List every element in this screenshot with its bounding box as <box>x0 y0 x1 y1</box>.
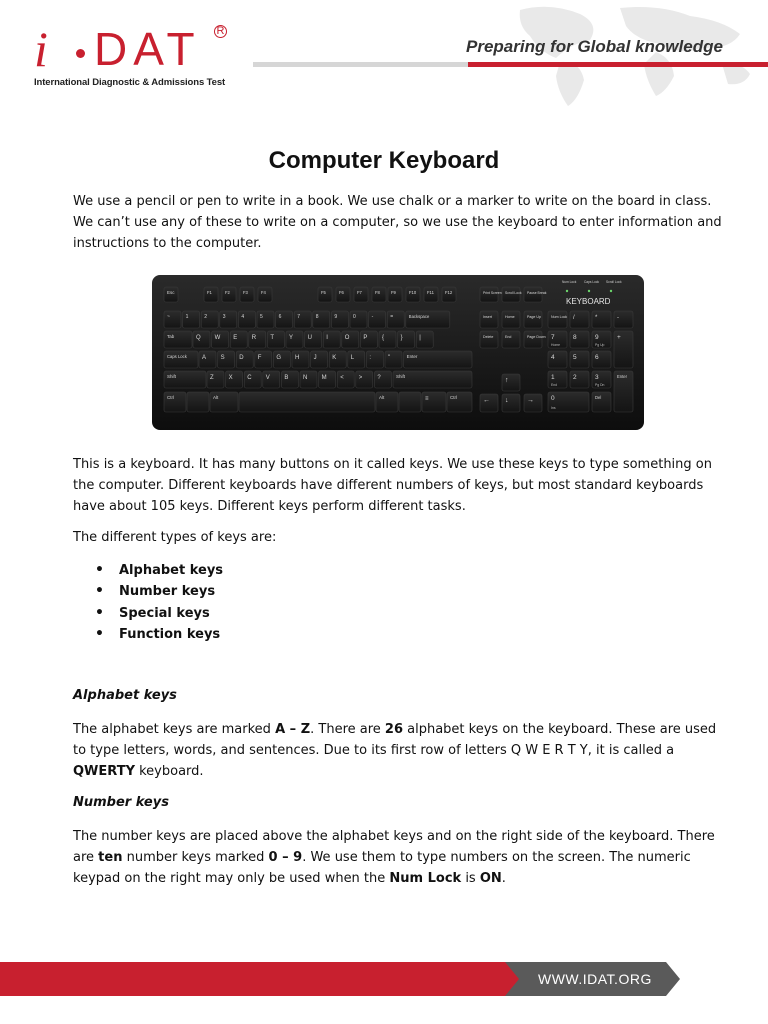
key-label: + <box>617 334 621 341</box>
bold-run: ten <box>98 850 123 865</box>
idat-logo <box>30 22 230 92</box>
key-label: = <box>390 314 394 320</box>
key-label: J <box>313 355 317 361</box>
key-label: U <box>307 335 312 341</box>
key-label: Y <box>289 335 294 341</box>
key-label: B <box>284 375 289 381</box>
key-label: Esc <box>167 290 175 295</box>
text-run: . There are <box>310 722 385 737</box>
key-label: 2 <box>204 314 207 320</box>
footer-url: WWW.IDAT.ORG <box>538 971 652 987</box>
key-label: ← <box>483 397 490 404</box>
key-types-intro: The different types of keys are: <box>73 530 277 545</box>
key-label: 7 <box>551 334 555 341</box>
key-label: ↑ <box>505 377 509 384</box>
number-keys-paragraph <box>73 826 723 889</box>
key-label: 1 <box>185 314 189 320</box>
page-title: Computer Keyboard <box>268 147 500 174</box>
key-label: Num Lock <box>551 315 568 319</box>
key-label: R <box>251 335 257 341</box>
key-label: F8 <box>375 290 380 295</box>
key-label: 5 <box>573 354 577 361</box>
key-label: O <box>344 335 350 341</box>
keyboard-key <box>502 331 520 348</box>
page-footer <box>0 962 768 996</box>
page-header <box>0 0 768 110</box>
key-label: Alt <box>213 395 219 400</box>
key-label: Ctrl <box>450 395 457 400</box>
key-label: 8 <box>573 334 577 341</box>
key-label: Delete <box>483 335 494 339</box>
bold-run: ON <box>479 871 502 886</box>
key-label: Z <box>210 375 214 381</box>
key-label: Alt <box>379 395 385 400</box>
key-label: F4 <box>261 290 266 295</box>
list-item: • Alphabet keys <box>73 560 473 581</box>
key-label: Shift <box>167 374 177 379</box>
key-label: Pause Break <box>527 291 547 295</box>
key-label: 7 <box>297 314 300 320</box>
key-label: Del <box>595 395 602 400</box>
key-label: - <box>617 315 619 321</box>
intro-paragraph: We use a pencil or pen to write in a book. We use chalk or a marker to write on the board in class. We can’t use any of these to write on a computer, so we use the keyboard to enter information and instructions to the computer. <box>73 194 722 251</box>
key-label: Q <box>196 335 201 341</box>
keyboard-key <box>422 392 446 412</box>
key-label: E <box>233 335 238 341</box>
list-item: • Special keys <box>73 603 473 624</box>
key-label: Ctrl <box>167 395 174 400</box>
key-label: 8 <box>315 314 319 320</box>
keyboard-key <box>480 311 498 328</box>
alphabet-keys-paragraph <box>73 719 723 782</box>
key-label: 0 <box>551 395 555 402</box>
text-run: The number keys are placed above the alphabet keys and on the right side of the keyboard. There are <box>73 829 715 865</box>
key-label: Insert <box>483 315 492 319</box>
key-label: Tab <box>167 334 175 339</box>
text-run: alphabet keys on the keyboard. These are used to type letters, words, and sentences. Due to its first row of letters Q W E R T Y, it is called a <box>73 722 717 758</box>
key-sublabel: Pg Up <box>595 343 605 347</box>
key-label: Page Down <box>527 335 546 339</box>
header-rule-gray <box>253 62 468 67</box>
key-label: End <box>505 335 512 339</box>
keyboard-description: This is a keyboard. It has many buttons on it called keys. We use these keys to type something on the computer. Different keyboards have different numbers of keys, but most standard keyboards have about 105 keys. Different keys perform different tasks. <box>73 457 712 514</box>
key-label: 4 <box>551 354 555 361</box>
key-label: Backspace <box>408 314 430 319</box>
key-label: 3 <box>595 374 599 381</box>
keyboard-key <box>524 331 542 348</box>
keyboard-key <box>239 392 375 412</box>
indicator-light <box>566 290 568 292</box>
header-rule-red <box>468 62 768 67</box>
key-label: ≡ <box>425 396 429 402</box>
indicator-label: Caps Lock <box>584 280 600 284</box>
key-label: F1 <box>207 290 212 295</box>
key-label: ↓ <box>505 397 509 404</box>
key-label: Shift <box>396 374 406 379</box>
text-run: . We use them to type numbers on the screen. The numeric keypad on the right may only be used when the <box>73 850 691 886</box>
key-label: 3 <box>222 314 226 320</box>
registered-mark: R <box>214 25 227 38</box>
key-label: 1 <box>551 374 555 381</box>
key-label: | <box>419 335 421 341</box>
key-sublabel: Home <box>551 343 561 347</box>
text-run: . <box>501 871 506 886</box>
text-run: keyboard. <box>134 764 204 779</box>
number-keys-heading: Number keys <box>73 795 169 810</box>
logo-dot <box>76 49 85 58</box>
key-label: 6 <box>595 354 599 361</box>
key-label: G <box>276 355 282 361</box>
key-label: F2 <box>225 290 230 295</box>
keyboard-key <box>502 311 520 328</box>
keyboard-key <box>399 392 421 412</box>
key-sublabel: Ins <box>551 406 556 410</box>
key-label: Enter <box>617 374 628 379</box>
key-sublabel: Pg Dn <box>595 383 605 387</box>
indicator-label: Scroll Lock <box>606 280 622 284</box>
key-label: I <box>326 335 328 341</box>
list-item: • Function keys <box>73 624 473 645</box>
key-label: < <box>340 375 344 381</box>
key-label: : <box>369 355 372 361</box>
bold-run: Num Lock <box>389 871 462 886</box>
key-label: 5 <box>260 314 263 320</box>
key-label: { <box>382 335 385 341</box>
keyboard-key <box>480 331 498 348</box>
key-label: Page Up <box>527 315 541 319</box>
key-label: S <box>220 355 225 361</box>
key-label: F10 <box>409 290 417 295</box>
key-label: F12 <box>445 290 453 295</box>
bold-run: A – Z <box>275 722 311 737</box>
indicator-label: Num Lock <box>562 280 577 284</box>
key-types-list <box>73 560 473 645</box>
indicator-light <box>588 290 590 292</box>
key-label: ~ <box>167 314 170 320</box>
indicator-light <box>610 290 612 292</box>
key-label: W <box>214 335 221 341</box>
key-label: H <box>295 355 300 361</box>
key-label: Home <box>505 315 515 319</box>
alphabet-keys-heading: Alphabet keys <box>73 688 177 703</box>
key-label: M <box>321 375 327 381</box>
list-item: • Number keys <box>73 581 473 602</box>
tagline: Preparing for Global knowledge <box>466 37 723 56</box>
key-label: 0 <box>353 314 356 320</box>
key-label: N <box>303 375 308 381</box>
key-label: A <box>202 355 207 361</box>
key-label: / <box>573 315 575 321</box>
key-label: F9 <box>391 290 396 295</box>
keyboard-key <box>524 311 542 328</box>
key-label: P <box>363 335 368 341</box>
keyboard-brand-label: KEYBOARD <box>566 297 611 306</box>
key-sublabel: End <box>551 383 558 387</box>
key-label: → <box>527 397 534 404</box>
key-label: Caps Lock <box>167 354 187 359</box>
key-label: F5 <box>321 290 326 295</box>
key-label: F6 <box>339 290 344 295</box>
key-label: C <box>247 375 252 381</box>
key-label: 4 <box>241 314 245 320</box>
key-label: X <box>228 375 233 381</box>
key-label: " <box>388 355 391 361</box>
key-label: Enter <box>406 354 418 359</box>
key-label: } <box>400 335 403 341</box>
logo-letter-i: i <box>34 21 48 77</box>
keyboard-image <box>152 275 644 430</box>
keyboard-key <box>187 392 209 412</box>
key-label: F11 <box>427 290 434 295</box>
key-label: 2 <box>573 374 577 381</box>
key-label: D <box>239 355 244 361</box>
key-label: ? <box>377 375 381 381</box>
key-label: 9 <box>334 314 338 320</box>
key-label: 9 <box>595 334 599 341</box>
logo-subtitle: International Diagnostic & Admissions Test <box>34 77 226 88</box>
bold-run: 26 <box>384 722 404 737</box>
key-label: - <box>371 314 374 320</box>
key-label: F3 <box>243 290 248 295</box>
text-run: The alphabet keys are marked <box>73 722 276 737</box>
text-run: is <box>461 871 480 886</box>
key-label: F <box>257 355 262 361</box>
footer-red-band <box>0 962 520 996</box>
text-run: number keys marked <box>122 850 269 865</box>
key-label: T <box>270 335 275 341</box>
key-label: L <box>350 355 355 361</box>
keyboard-key <box>548 311 567 328</box>
key-label: * <box>595 315 598 321</box>
bold-run: QWERTY <box>73 764 135 779</box>
key-label: V <box>265 375 270 381</box>
key-label: K <box>332 355 337 361</box>
key-label: > <box>358 375 363 381</box>
key-label: F7 <box>357 290 362 295</box>
key-label: Scroll Lock <box>505 291 522 295</box>
key-label: 6 <box>278 314 282 320</box>
key-label: Print Screen <box>483 291 502 295</box>
logo-letters-dat: DAT <box>94 23 201 75</box>
bold-run: 0 – 9 <box>268 850 303 865</box>
